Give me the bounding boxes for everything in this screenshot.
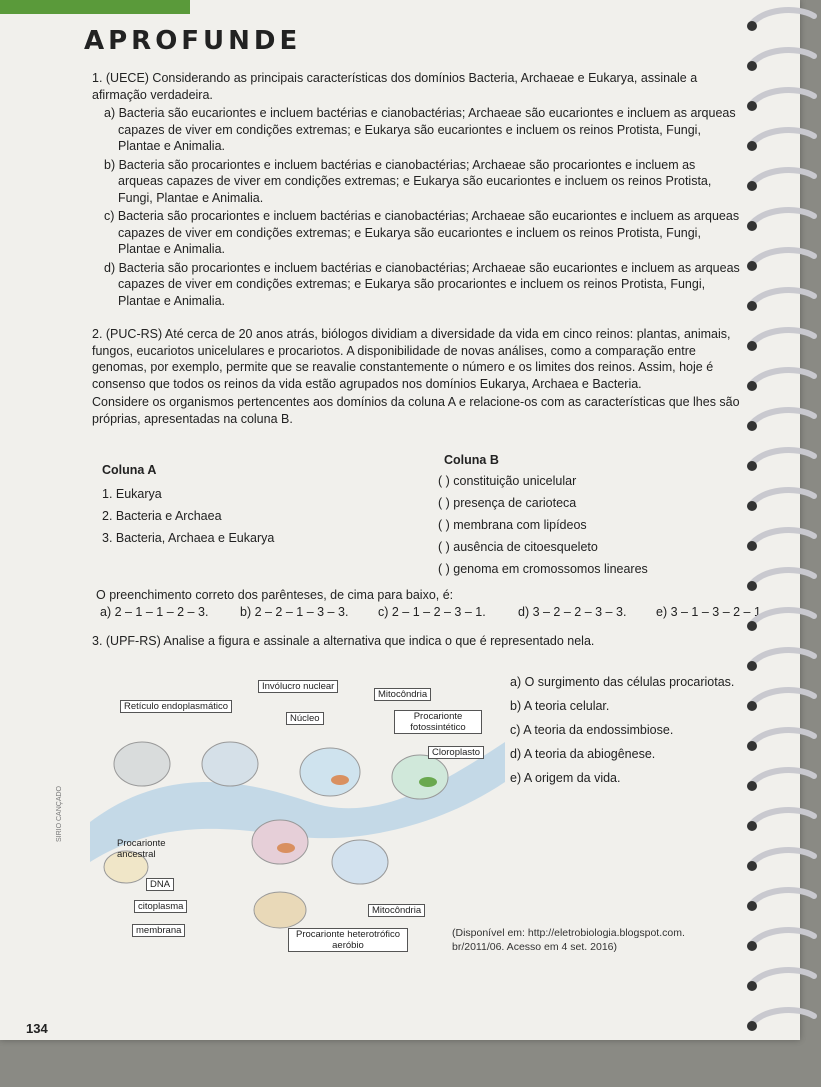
label-mitocondria-top: Mitocôndria — [374, 688, 431, 701]
spiral-ring — [750, 570, 814, 586]
label-procarionte-ancestral: Procarionte ancestral — [117, 838, 166, 860]
question-2-answer-stem: O preenchimento correto dos parênteses, de cima para baixo, é: — [96, 588, 454, 602]
label-procarionte-heterotrofico: Procarionte heterotrófico aeróbio — [288, 928, 408, 952]
binding-hole — [747, 581, 757, 591]
spiral-ring — [750, 90, 814, 106]
spiral-ring — [750, 330, 814, 346]
question-2-answer-c[interactable]: c) 2 – 1 – 2 – 3 – 1. — [378, 605, 486, 619]
binding-hole — [747, 21, 757, 31]
top-color-bar — [0, 0, 190, 14]
label-dna: DNA — [146, 878, 174, 891]
column-b-item-3[interactable]: ( ) membrana com lipídeos — [438, 518, 587, 532]
endosymbiosis-figure — [90, 672, 505, 962]
spiral-ring — [750, 850, 814, 866]
spiral-ring — [750, 890, 814, 906]
spiral-ring — [750, 610, 814, 626]
label-mitocondria-bottom: Mitocôndria — [368, 904, 425, 917]
binding-hole — [747, 701, 757, 711]
binding-hole — [747, 741, 757, 751]
label-membrana: membrana — [132, 924, 185, 937]
binding-hole — [747, 901, 757, 911]
binding-hole — [747, 861, 757, 871]
column-b-item-2[interactable]: ( ) presença de carioteca — [438, 496, 577, 510]
label-nucleo: Núcleo — [286, 712, 324, 725]
question-1 — [92, 70, 742, 311]
binding-hole — [747, 1021, 757, 1031]
spiral-ring — [750, 410, 814, 426]
spiral-ring — [750, 50, 814, 66]
binding-hole — [747, 61, 757, 71]
label-cloroplasto: Cloroplasto — [428, 746, 484, 759]
spiral-ring — [750, 450, 814, 466]
binding-hole — [747, 181, 757, 191]
spiral-ring — [750, 250, 814, 266]
spiral-ring — [750, 810, 814, 826]
binding-hole — [747, 101, 757, 111]
question-1-option-d[interactable]: d) Bacteria são procariontes e incluem bactérias e cianobactérias; Archaeae são eucariontes e incluem as arqueas capazes de viver em condições extremas; e Eukarya são procariontes e incluem os reinos Protista, Fungi, Plantae e Animalia. — [104, 260, 740, 308]
spiral-ring — [750, 490, 814, 506]
question-1-option-a[interactable]: a) Bacteria são eucariontes e incluem bactérias e cianobactérias; Archaeae são eucariontes e incluem as arqueas capazes de viver em condições extremas; e Eukarya são eucariontes e incluem os reinos Protista, Fungi, Plantae e Animalia. — [104, 106, 736, 153]
spiral-ring — [750, 530, 814, 546]
spiral-ring — [750, 210, 814, 226]
question-2 — [92, 326, 742, 429]
binding-hole — [747, 821, 757, 831]
label-citoplasma: citoplasma — [134, 900, 187, 913]
spiral-ring — [750, 930, 814, 946]
binding-hole — [747, 621, 757, 631]
spiral-ring — [750, 130, 814, 146]
spiral-ring — [750, 970, 814, 986]
binding-hole — [747, 141, 757, 151]
question-2-answer-d[interactable]: d) 3 – 2 – 2 – 3 – 3. — [518, 605, 627, 619]
publisher-watermark: SIRIO CANÇADO — [56, 785, 63, 842]
question-2-answer-b[interactable]: b) 2 – 2 – 1 – 3 – 3. — [240, 605, 349, 619]
question-3-option-c[interactable]: c) A teoria da endossimbiose. — [510, 723, 674, 737]
question-1-option-c[interactable]: c) Bacteria são procariontes e incluem bactérias e cianobactérias; Archaeae são eucariontes e incluem as arqueas capazes de viver em condições extremas; e Eukarya são eucariontes e incluem os reinos Protista, Fungi, Plantae e Animalia. — [104, 209, 740, 256]
spiral-ring — [750, 370, 814, 386]
binding-hole — [747, 381, 757, 391]
question-2-instruction: Considere os organismos pertencentes aos domínios da coluna A e relacione-os com as características que lhes são próprias, apresentadas na coluna B. — [92, 395, 740, 426]
question-3-stem: 3. (UPF-RS) Analise a figura e assinale a alternativa que indica o que é representado nela. — [92, 634, 595, 648]
spiral-ring — [750, 690, 814, 706]
column-a-item-2: 2. Bacteria e Archaea — [102, 509, 222, 523]
label-involucro-nuclear: Invólucro nuclear — [258, 680, 338, 693]
spiral-ring — [750, 650, 814, 666]
binding-hole — [747, 221, 757, 231]
binding-hole — [747, 981, 757, 991]
question-3-option-d[interactable]: d) A teoria da abiogênese. — [510, 747, 656, 761]
label-procarionte-fotossintetico: Procarionte fotossintético — [394, 710, 482, 734]
question-1-option-b[interactable]: b) Bacteria são procariontes e incluem bactérias e cianobactérias; Archaeae são procariontes e incluem as arqueas capazes de viver em condições extremas; e Eukarya são eucariontes e incluem os reinos Protista, Fungi, Plantae e Animalia. — [104, 157, 712, 205]
section-heading: APROFUNDE — [84, 26, 302, 56]
question-3-option-e[interactable]: e) A origem da vida. — [510, 771, 621, 785]
binding-hole — [747, 261, 757, 271]
column-b-item-4[interactable]: ( ) ausência de citoesqueleto — [438, 540, 598, 554]
column-a-item-1: 1. Eukarya — [102, 487, 162, 501]
binding-hole — [747, 421, 757, 431]
label-reticulo-endoplasmatico: Retículo endoplasmático — [120, 700, 232, 713]
binding-hole — [747, 541, 757, 551]
question-1-stem: 1. (UECE) Considerando as principais características dos domínios Bacteria, Archaeae e Eukarya, assinale a afirmação verdadeira. — [92, 71, 698, 102]
question-3-option-a[interactable]: a) O surgimento das células procariotas. — [510, 675, 735, 689]
question-3-option-b[interactable]: b) A teoria celular. — [510, 699, 610, 713]
question-2-answer-a[interactable]: a) 2 – 1 – 1 – 2 – 3. — [100, 605, 209, 619]
spiral-ring — [750, 290, 814, 306]
spiral-ring — [750, 1010, 814, 1026]
figure-source — [452, 926, 685, 954]
binding-hole — [747, 661, 757, 671]
column-b-item-1[interactable]: ( ) constituição unicelular — [438, 474, 577, 488]
spiral-ring — [750, 770, 814, 786]
binding-hole — [747, 941, 757, 951]
source-line-1: (Disponível em: http://eletrobiologia.blogspot.com. — [452, 927, 685, 939]
spiral-ring — [750, 10, 814, 26]
spiral-ring — [750, 730, 814, 746]
binding-hole — [747, 341, 757, 351]
spiral-ring — [750, 170, 814, 186]
column-a-item-3: 3. Bacteria, Archaea e Eukarya — [102, 531, 275, 545]
column-b-item-5[interactable]: ( ) genoma em cromossomos lineares — [438, 562, 648, 576]
column-b-title: Coluna B — [444, 453, 499, 467]
question-2-stem: 2. (PUC-RS) Até cerca de 20 anos atrás, biólogos dividiam a diversidade da vida em cinco reinos: plantas, animais, fungos, eucariotos unicelulares e procariotos. A disponibilidade de novas análises, como a comparação entre genomas, por exemplo, permite que se reavalie constantemente o número e os limites dos reinos. Assim, hoje é consenso que todos os reinos da vida estão agrupados nos domínios Eukarya, Archaea e Bacteria. — [92, 327, 731, 391]
binding-hole — [747, 461, 757, 471]
page-number: 134 — [26, 1021, 48, 1036]
source-line-2: br/2011/06. Acesso em 4 set. 2016) — [452, 941, 617, 953]
spiral-binding — [742, 0, 821, 1087]
binding-hole — [747, 501, 757, 511]
column-a-title: Coluna A — [102, 463, 157, 477]
question-2-answer-e[interactable]: e) 3 – 1 – 3 – 2 – 1. — [656, 605, 765, 619]
binding-hole — [747, 781, 757, 791]
binding-hole — [747, 301, 757, 311]
